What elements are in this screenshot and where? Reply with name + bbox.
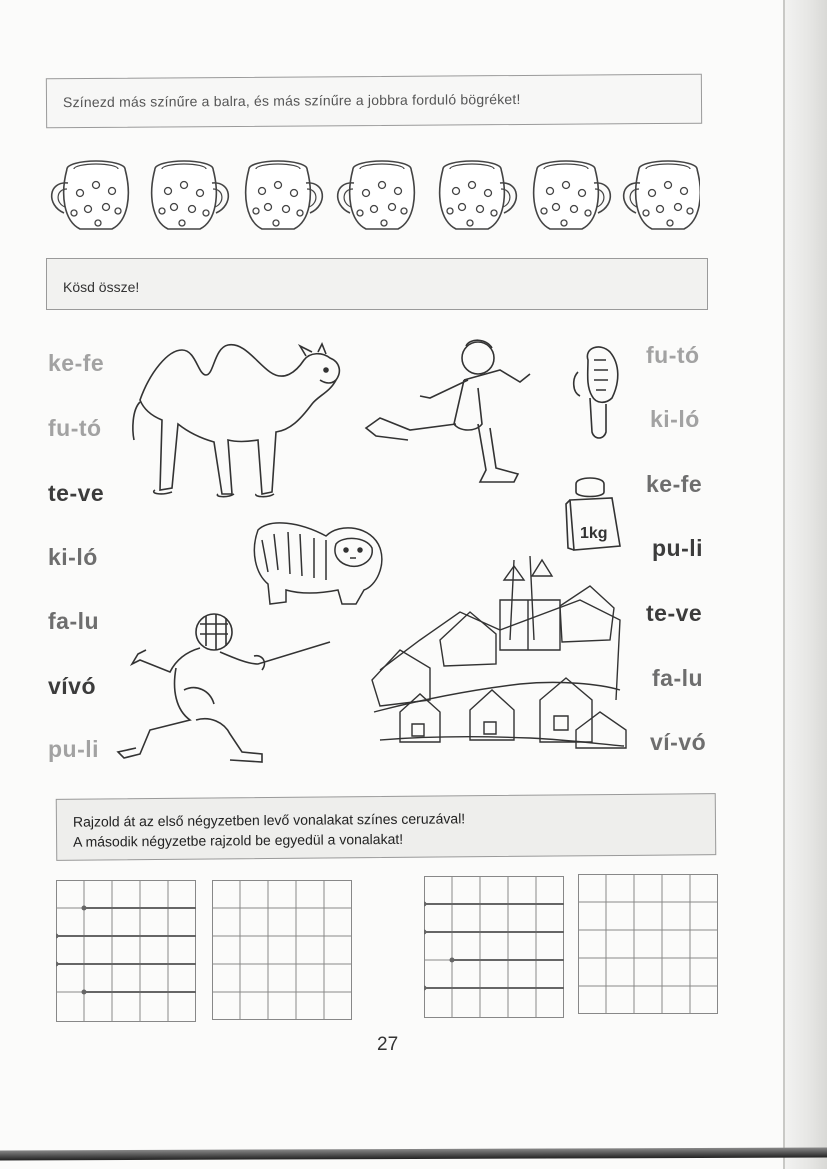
mugs-row xyxy=(50,150,700,240)
grid-example-1 xyxy=(56,880,196,1022)
weight-label: 1kg xyxy=(580,525,608,542)
fencer-icon xyxy=(118,614,330,762)
right-word: fu-tó xyxy=(646,342,700,368)
mug-icon xyxy=(534,161,611,229)
right-word: ke-fe xyxy=(646,471,703,497)
instruction-text: Színezd más színűre a balra, és más színűre a jobbra forduló bögréket! xyxy=(62,90,521,111)
left-word: vívó xyxy=(48,673,97,699)
left-word: te-ve xyxy=(48,480,105,506)
page-number: 27 xyxy=(377,1034,399,1055)
page-edge xyxy=(783,0,827,1169)
camel-icon xyxy=(133,344,339,497)
left-word: ke-fe xyxy=(48,350,105,376)
instruction-text: A második négyzetbe rajzold be egyedül a vonalakat! xyxy=(73,830,404,850)
grid-blank-2[interactable] xyxy=(578,874,718,1014)
instruction-text: Kösd össze! xyxy=(63,279,140,295)
left-word: fu-tó xyxy=(48,415,102,441)
mug-icon xyxy=(624,161,700,229)
right-word: ví-vó xyxy=(650,729,707,755)
dog-icon xyxy=(254,523,381,604)
mug-icon xyxy=(246,161,323,229)
instruction-box-connect xyxy=(46,258,708,310)
right-word: pu-li xyxy=(652,535,704,561)
instruction-box-mugs xyxy=(46,74,702,129)
right-word: te-ve xyxy=(646,600,703,626)
right-word: ki-ló xyxy=(650,406,700,432)
mug-icon xyxy=(440,161,517,229)
instruction-box-draw xyxy=(56,793,717,861)
left-word: ki-ló xyxy=(48,544,98,570)
page-bottom-shadow xyxy=(0,1148,827,1161)
mug-icon xyxy=(338,161,415,229)
left-word: pu-li xyxy=(48,736,100,762)
mug-icon xyxy=(52,161,129,229)
grid-blank-1[interactable] xyxy=(212,880,352,1020)
left-word: fa-lu xyxy=(48,608,100,634)
mug-icon xyxy=(152,161,229,229)
weight-icon xyxy=(566,478,620,550)
village-icon xyxy=(372,556,626,748)
brush-icon xyxy=(574,347,618,438)
runner-icon xyxy=(366,340,530,482)
right-word: fa-lu xyxy=(652,665,704,691)
grid-example-2 xyxy=(424,876,564,1018)
instruction-text: Rajzold át az első négyzetben levő vonalakat színes ceruzával! xyxy=(72,810,466,830)
